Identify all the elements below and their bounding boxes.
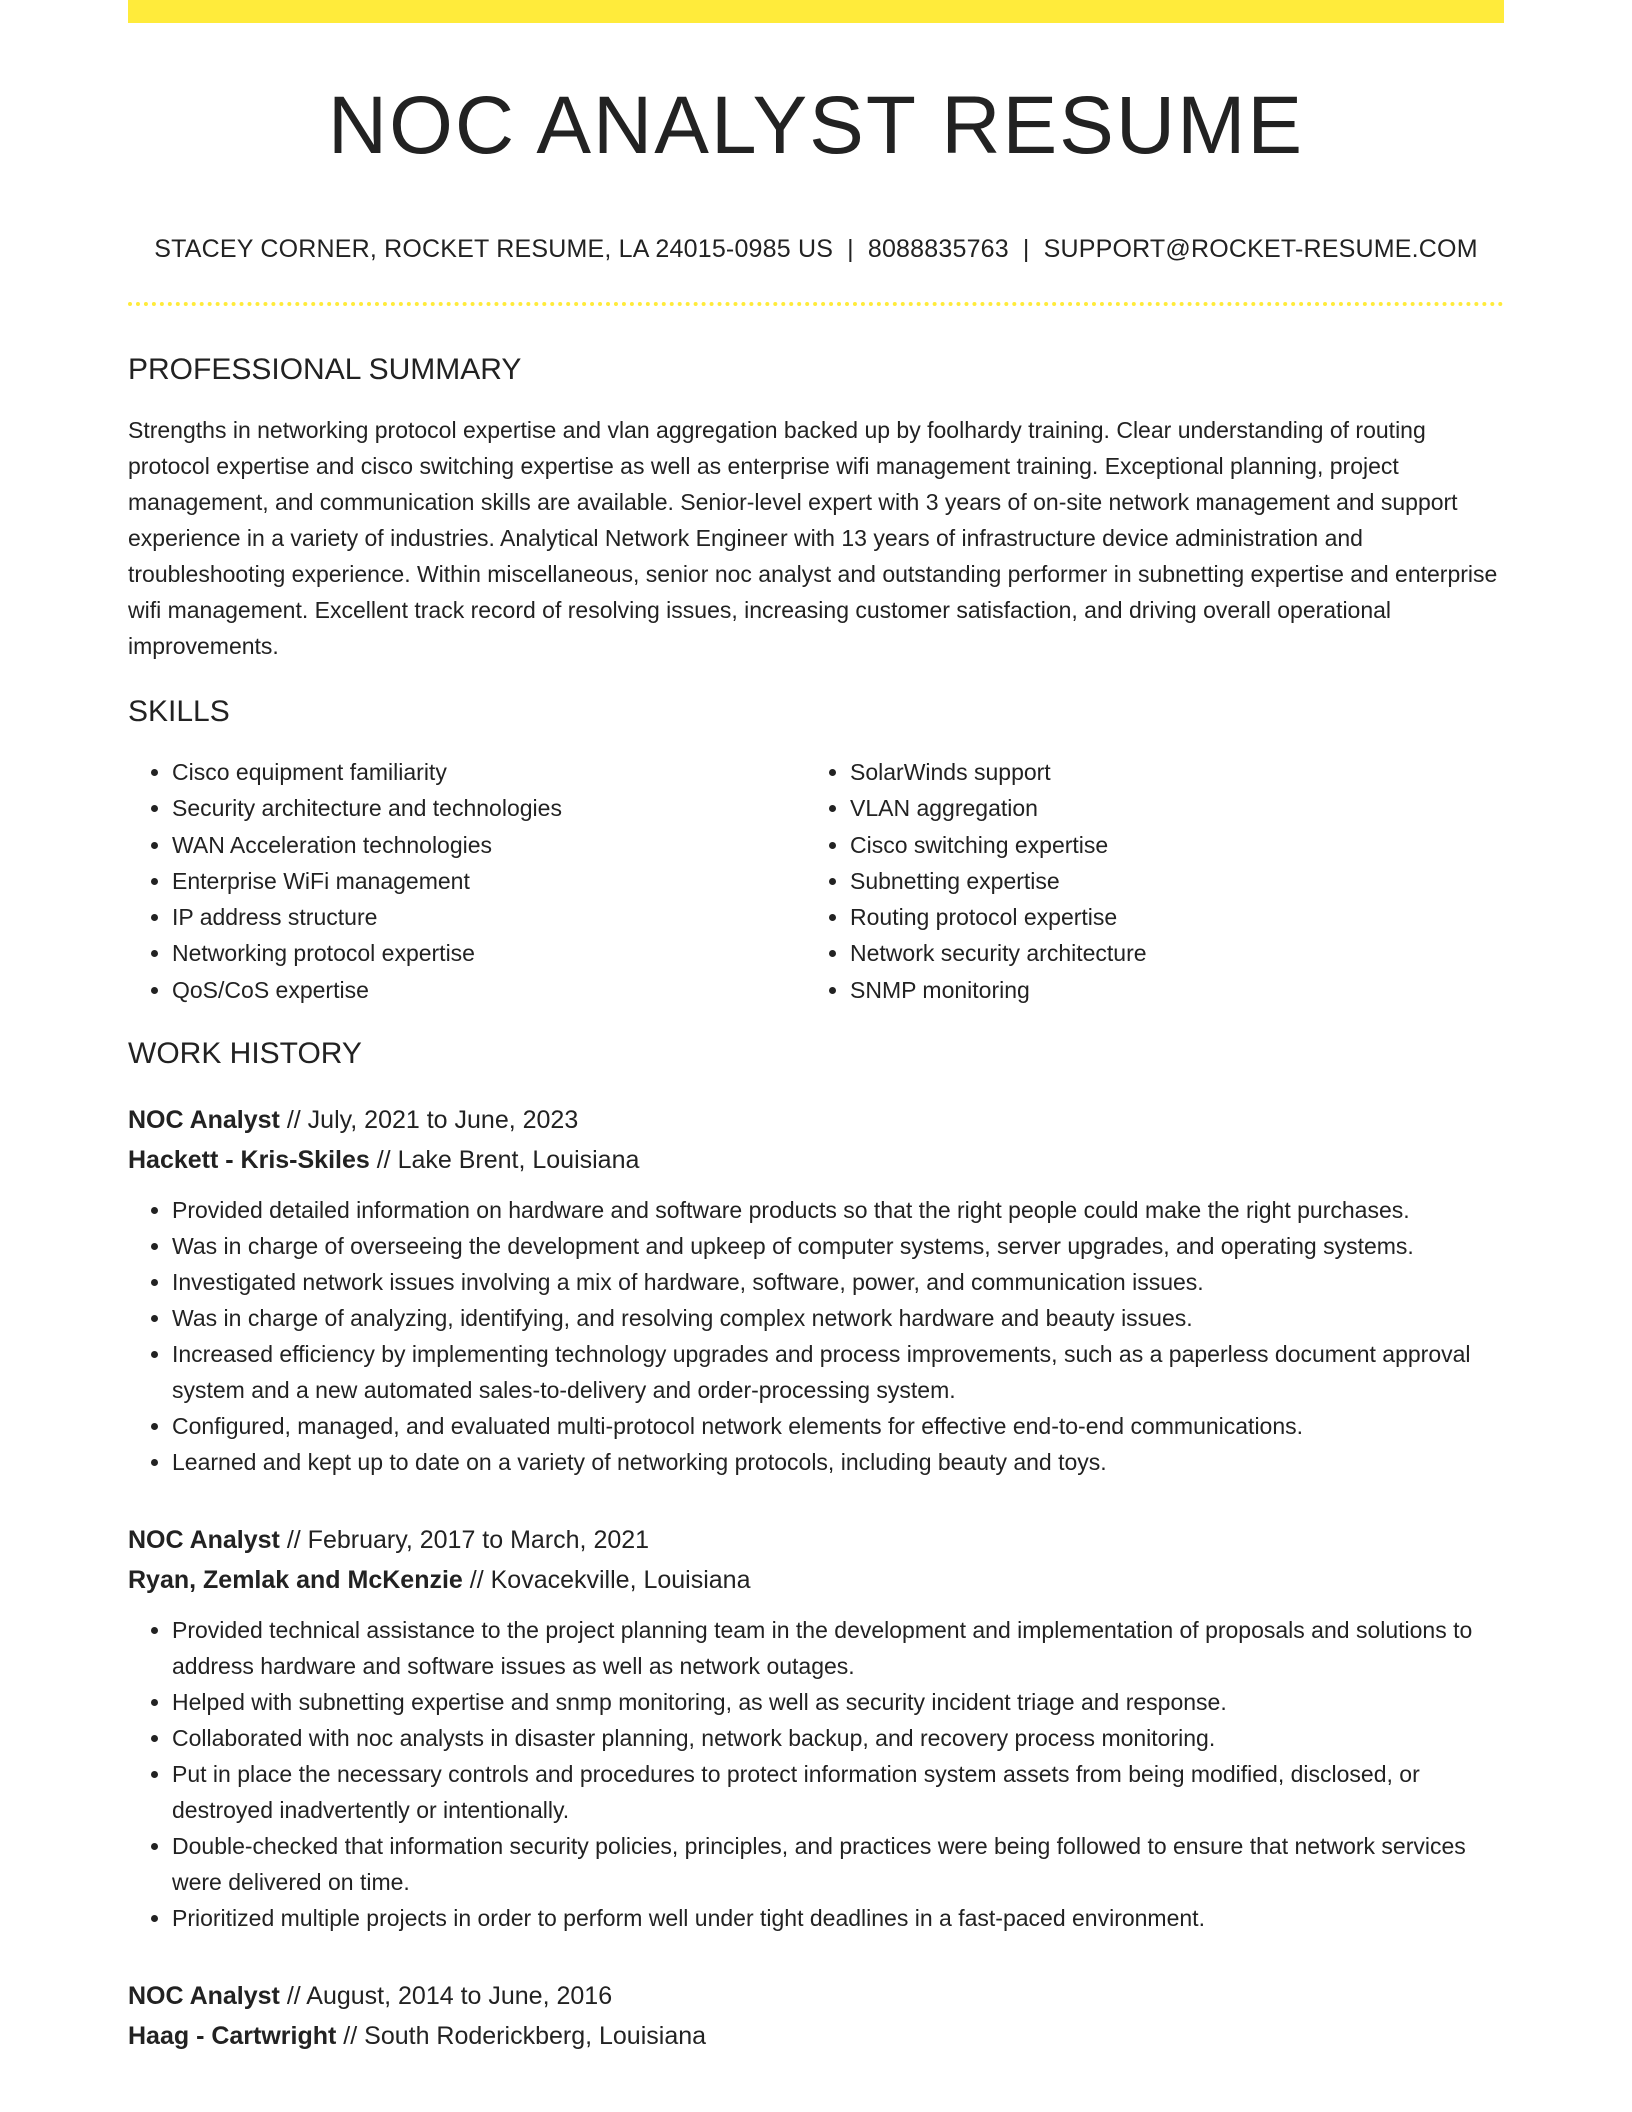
job-title: NOC Analyst: [128, 1982, 280, 2011]
resume-content: [128, 23, 1504, 2056]
skill-item: • IP address structure: [172, 899, 806, 935]
job-title-line: [128, 1976, 1504, 2016]
job-title: NOC Analyst: [128, 1526, 280, 1555]
skills-list-right: [806, 754, 1484, 1008]
job-title: NOC Analyst: [128, 1106, 280, 1135]
skills-list-left: [128, 754, 806, 1008]
skill-item: • Cisco switching expertise: [850, 827, 1484, 863]
job-dates: // July, 2021 to June, 2023: [279, 1106, 579, 1135]
skills-columns: [128, 754, 1504, 1008]
skills-heading: SKILLS: [128, 695, 230, 728]
job-bullet: • Double-checked that information security policies, principles, and practices were being followed to ensure that network services were delivered on time.: [172, 1828, 1504, 1900]
skill-item: • Network security architecture: [850, 935, 1484, 971]
skill-item: • Subnetting expertise: [850, 863, 1484, 899]
job-bullet: • Learned and kept up to date on a variety of networking protocols, including beauty and toys.: [172, 1444, 1504, 1480]
job-company: Haag - Cartwright: [128, 2022, 337, 2051]
job-bullet: • Prioritized multiple projects in order to perform well under tight deadlines in a fast-paced environment.: [172, 1900, 1504, 1936]
work-history-heading: WORK HISTORY: [128, 1037, 362, 1071]
job-bullet: • Configured, managed, and evaluated multi-protocol network elements for effective end-to-end communications.: [172, 1408, 1504, 1444]
job-bullet: • Put in place the necessary controls and procedures to protect information system assets from being modified, disclosed, or destroyed inadvertently or intentionally.: [172, 1756, 1504, 1828]
dotted-divider: [128, 302, 1504, 306]
skill-item: • SNMP monitoring: [850, 972, 1484, 1008]
skill-item: • SolarWinds support: [850, 754, 1484, 790]
job-dates: // February, 2017 to March, 2021: [279, 1526, 650, 1555]
contact-address: STACEY CORNER, ROCKET RESUME, LA 24015-0985 US: [154, 235, 834, 263]
resume-title: NOC ANALYST RESUME: [327, 80, 1305, 171]
job-bullet: • Provided technical assistance to the project planning team in the development and implementation of proposals and solutions to address hardware and software issues as well as network outages.: [172, 1612, 1504, 1684]
skill-item: • Networking protocol expertise: [172, 935, 806, 971]
contact-line: [128, 234, 1504, 264]
job-bullet: • Collaborated with noc analysts in disaster planning, network backup, and recovery process monitoring.: [172, 1720, 1504, 1756]
job-company-line: [128, 1560, 1504, 1600]
job-dates: // August, 2014 to June, 2016: [279, 1982, 613, 2011]
skill-item: • Security architecture and technologies: [172, 790, 806, 826]
job-company: Hackett - Kris-Skiles: [128, 1146, 370, 1175]
job-location: // Lake Brent, Louisiana: [369, 1146, 640, 1175]
job-company-line: [128, 1140, 1504, 1180]
skill-item: • Enterprise WiFi management: [172, 863, 806, 899]
skill-item: • Routing protocol expertise: [850, 899, 1484, 935]
job-company: Ryan, Zemlak and McKenzie: [128, 1566, 463, 1595]
job-title-line: [128, 1520, 1504, 1560]
job-bullet: • Increased efficiency by implementing technology upgrades and process improvements, such as a paperless document approval system and a new automated sales-to-delivery and order-processing system.: [172, 1336, 1504, 1408]
contact-separator: |: [1022, 235, 1030, 263]
job-bullet: • Investigated network issues involving a mix of hardware, software, power, and communication issues.: [172, 1264, 1504, 1300]
job-bullets: [128, 1612, 1504, 1936]
contact-separator: |: [847, 235, 854, 263]
skill-item: • VLAN aggregation: [850, 790, 1484, 826]
job-bullet: • Provided detailed information on hardware and software products so that the right people could make the right purchases.: [172, 1192, 1504, 1228]
contact-email: SUPPORT@ROCKET-RESUME.COM: [1043, 235, 1478, 263]
accent-top-bar: [128, 0, 1504, 23]
summary-heading: PROFESSIONAL SUMMARY: [128, 353, 522, 386]
contact-phone: 8088835763: [867, 235, 1009, 263]
skill-item: • WAN Acceleration technologies: [172, 827, 806, 863]
job-location: // South Roderickberg, Louisiana: [336, 2022, 707, 2051]
job-bullet: • Was in charge of analyzing, identifying, and resolving complex network hardware and beauty issues.: [172, 1300, 1504, 1336]
job-bullet: • Helped with subnetting expertise and snmp monitoring, as well as security incident triage and response.: [172, 1684, 1504, 1720]
job-title-line: [128, 1100, 1504, 1140]
skill-item: • Cisco equipment familiarity: [172, 754, 806, 790]
job-location: // Kovacekville, Louisiana: [462, 1566, 751, 1595]
job-company-line: [128, 2016, 1504, 2056]
job-entry: [128, 1976, 1504, 2056]
job-bullets: [128, 1192, 1504, 1480]
job-entry: [128, 1100, 1504, 1480]
skill-item: • QoS/CoS expertise: [172, 972, 806, 1008]
job-entry: [128, 1520, 1504, 1936]
job-bullet: • Was in charge of overseeing the development and upkeep of computer systems, server upgrades, and operating systems.: [172, 1228, 1504, 1264]
summary-text: Strengths in networking protocol expertise and vlan aggregation backed up by foolhardy training. Clear understanding of routing protocol expertise and cisco switching expertise as well as enterprise wifi management training. Exceptional planning, project management, and communication skills are available. Senior-level expert with 3 years of on-site network management and support experience in a variety of industries. Analytical Network Engineer with 13 years of infrastructure device administration and troubleshooting experience. Within miscellaneous, senior noc analyst and outstanding performer in subnetting expertise and enterprise wifi management. Excellent track record of resolving issues, increasing customer satisfaction, and driving overall operational improvements.: [128, 417, 1498, 659]
